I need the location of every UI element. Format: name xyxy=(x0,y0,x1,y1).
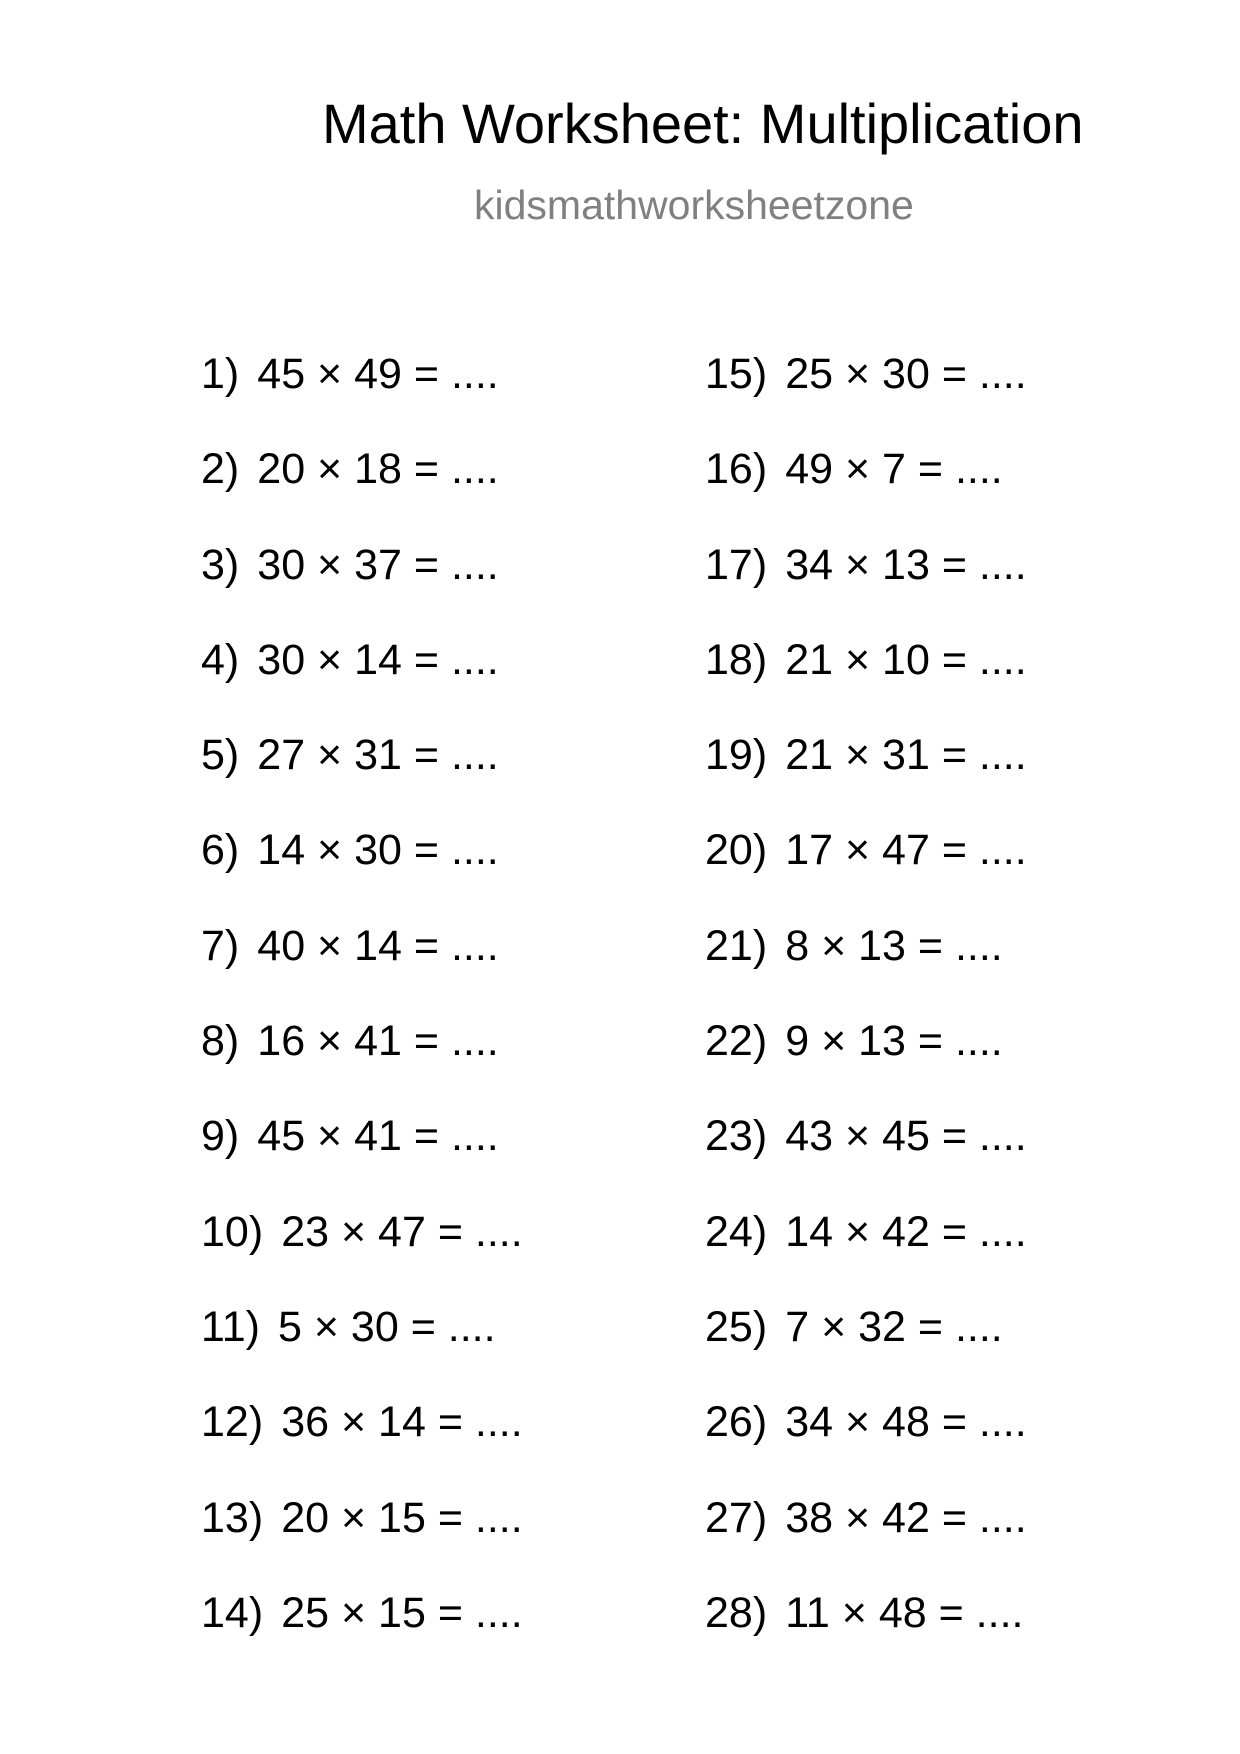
problem-row xyxy=(705,826,1027,924)
page-subtitle: kidsmathworksheetzone xyxy=(474,182,914,228)
problem-expression: 30 × 37 = .... xyxy=(257,540,499,589)
problem-row xyxy=(201,731,523,829)
problem-expression: 17 × 47 = .... xyxy=(785,826,1027,875)
problem-number: 9) xyxy=(201,1112,240,1161)
problem-number: 12) xyxy=(201,1398,264,1447)
problem-expression: 21 × 10 = .... xyxy=(785,635,1027,684)
problem-expression: 14 × 42 = .... xyxy=(785,1207,1027,1256)
problem-number: 19) xyxy=(705,731,768,780)
problem-expression: 25 × 30 = .... xyxy=(785,350,1027,398)
problem-expression: 30 × 14 = .... xyxy=(257,635,499,684)
problem-row xyxy=(705,1207,1027,1306)
problem-expression: 36 × 14 = .... xyxy=(281,1398,523,1447)
problem-expression: 5 × 30 = .... xyxy=(278,1302,496,1351)
problem-row xyxy=(705,635,1027,734)
problem-row xyxy=(201,1112,523,1210)
problem-number: 23) xyxy=(705,1112,768,1161)
problem-expression: 11 × 48 = .... xyxy=(785,1588,1024,1637)
problem-expression: 20 × 15 = .... xyxy=(281,1493,523,1542)
problem-row xyxy=(705,731,1027,829)
problem-row xyxy=(705,1398,1027,1496)
problem-expression: 34 × 13 = .... xyxy=(785,540,1027,589)
problem-column-right xyxy=(705,350,1027,1687)
problem-expression: 38 × 42 = .... xyxy=(785,1493,1027,1542)
problem-number: 13) xyxy=(201,1493,264,1542)
problem-expression: 34 × 48 = .... xyxy=(785,1398,1027,1447)
problem-number: 20) xyxy=(705,826,768,875)
problem-row xyxy=(201,921,523,1020)
problem-number: 18) xyxy=(705,635,768,684)
problem-number: 21) xyxy=(705,921,768,970)
problem-expression: 25 × 15 = .... xyxy=(281,1588,523,1637)
problem-row xyxy=(201,635,523,734)
problem-row xyxy=(201,1493,523,1592)
problem-row xyxy=(705,1588,1027,1687)
problem-expression: 45 × 49 = .... xyxy=(257,350,499,398)
problem-number: 8) xyxy=(201,1017,240,1066)
problem-number: 3) xyxy=(201,540,240,589)
problem-expression: 40 × 14 = .... xyxy=(257,921,499,970)
problem-number: 1) xyxy=(201,350,240,398)
problem-expression: 16 × 41 = .... xyxy=(257,1017,499,1066)
problem-number: 25) xyxy=(705,1302,768,1351)
problem-column-left xyxy=(201,350,523,1687)
problem-row xyxy=(201,1017,523,1115)
problem-row xyxy=(201,445,523,543)
problem-number: 5) xyxy=(201,731,240,780)
problem-number: 4) xyxy=(201,635,240,684)
problem-row xyxy=(201,1588,523,1687)
problem-number: 17) xyxy=(705,540,768,589)
problem-number: 28) xyxy=(705,1588,768,1637)
problem-row xyxy=(705,1302,1027,1401)
problem-expression: 7 × 32 = .... xyxy=(785,1302,1003,1351)
problem-row xyxy=(705,1112,1027,1210)
problem-row xyxy=(201,1398,523,1496)
problem-number: 14) xyxy=(201,1588,264,1637)
problem-number: 27) xyxy=(705,1493,768,1542)
problem-number: 2) xyxy=(201,445,240,494)
problem-number: 15) xyxy=(705,350,768,398)
problem-expression: 23 × 47 = .... xyxy=(281,1207,523,1256)
problem-number: 22) xyxy=(705,1017,768,1066)
problem-row xyxy=(201,1302,523,1401)
problem-expression: 9 × 13 = .... xyxy=(785,1017,1003,1066)
problem-expression: 20 × 18 = .... xyxy=(257,445,499,494)
problem-number: 6) xyxy=(201,826,240,875)
problem-row xyxy=(705,350,1027,448)
problem-number: 24) xyxy=(705,1207,768,1256)
problem-row xyxy=(201,350,523,448)
problem-row xyxy=(705,540,1027,639)
problem-expression: 43 × 45 = .... xyxy=(785,1112,1027,1161)
problem-row xyxy=(201,1207,523,1306)
problem-row xyxy=(705,1493,1027,1592)
problem-number: 11) xyxy=(201,1302,260,1351)
problem-number: 26) xyxy=(705,1398,768,1447)
problem-expression: 45 × 41 = .... xyxy=(257,1112,499,1161)
page-title: Math Worksheet: Multiplication xyxy=(322,92,1084,155)
problem-number: 10) xyxy=(201,1207,264,1256)
problem-expression: 49 × 7 = .... xyxy=(785,445,1003,494)
problem-row xyxy=(705,1017,1027,1115)
problem-expression: 8 × 13 = .... xyxy=(785,921,1003,970)
problem-row xyxy=(705,445,1027,543)
problem-expression: 27 × 31 = .... xyxy=(257,731,499,780)
problem-row xyxy=(201,540,523,639)
problem-row xyxy=(705,921,1027,1020)
problem-number: 16) xyxy=(705,445,768,494)
problem-expression: 21 × 31 = .... xyxy=(785,731,1027,780)
problem-row xyxy=(201,826,523,924)
problem-number: 7) xyxy=(201,921,240,970)
problem-expression: 14 × 30 = .... xyxy=(257,826,499,875)
